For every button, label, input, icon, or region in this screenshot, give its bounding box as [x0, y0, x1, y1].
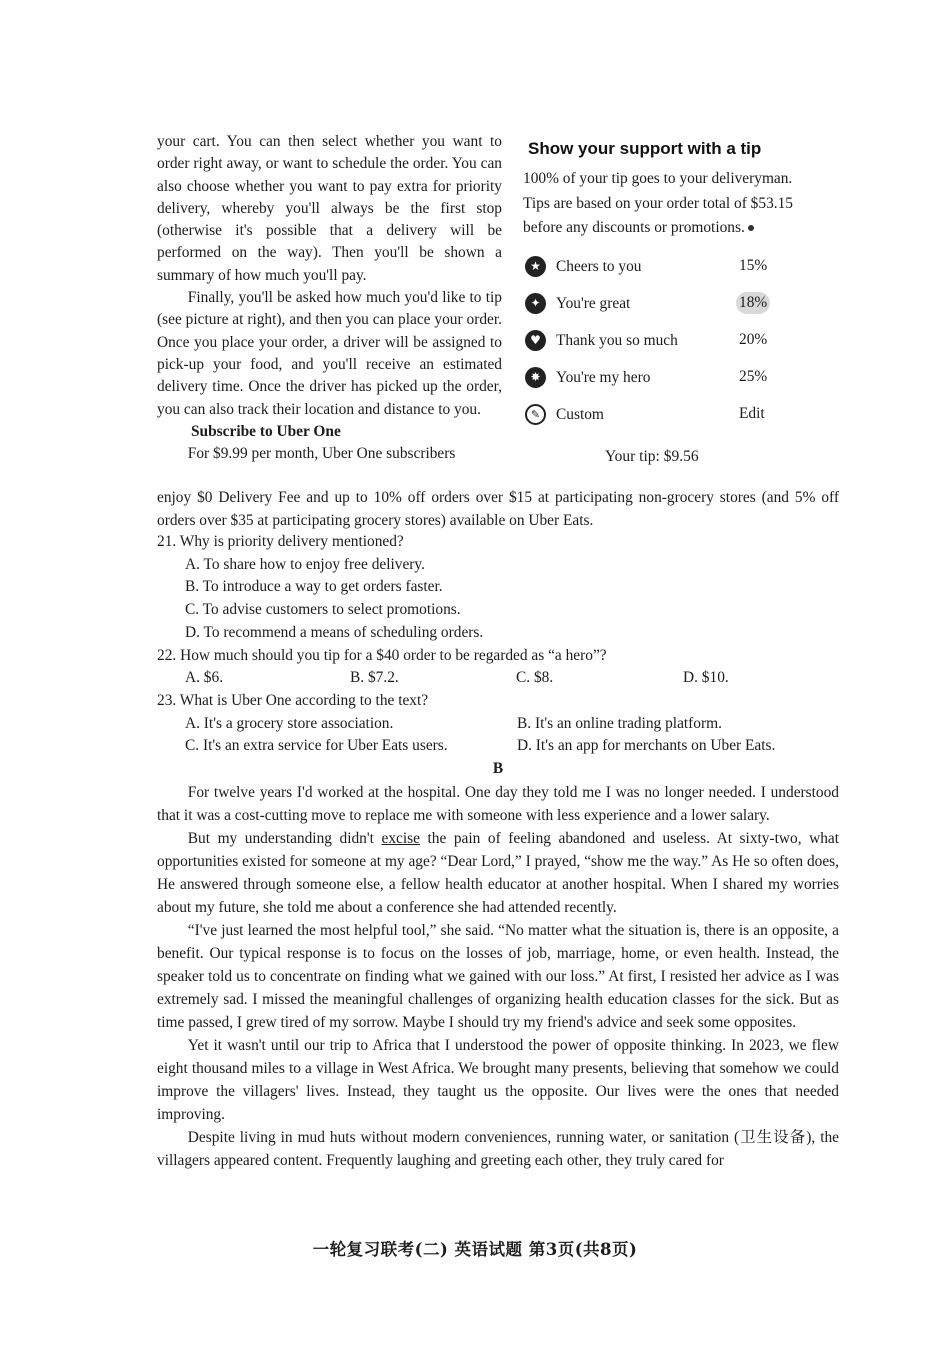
section-label: B	[492, 760, 504, 778]
answer-option: C. It's an extra service for Uber Eats users.	[185, 737, 448, 755]
tip-option[interactable]	[521, 251, 821, 288]
thumb-icon: ✦	[525, 293, 546, 314]
underlined-word: excise	[381, 830, 420, 847]
paragraph: your cart. You can then select whether you want to order right away, or want to schedule the order. You can also choose whether you want to pay extra for priority delivery, whereby you'll always be the first stop (otherwise it's possible that a delivery will be performed on the way). Then you'll be shown a summary of how much you'll pay.	[157, 133, 502, 284]
questions-block	[157, 531, 839, 781]
answer-options-row	[185, 713, 839, 736]
section-subheading: Subscribe to Uber One	[191, 422, 341, 440]
tip-option[interactable]	[521, 288, 821, 325]
answer-option: B. It's an online trading platform.	[517, 714, 722, 732]
question-stem: 22. How much should you tip for a $40 order to be regarded as “a hero”?	[157, 646, 607, 664]
paragraph: For $9.99 per month, Uber One subscribers	[187, 445, 456, 463]
heart-icon: ♥	[525, 330, 546, 351]
answer-option: A. It's a grocery store association.	[185, 714, 394, 732]
paragraph: Finally, you'll be asked how much you'd like to tip (see picture at right), and then you can place your order. Once you place your order, a driver will be assigned to pick-up your food, and you'll receive an estimated delivery time. Once the driver has picked up the order, you can also track their location and distance to you.	[157, 289, 502, 418]
paragraph: Despite living in mud huts without modern conveniences, running water, or sanitation (卫生设备), the villagers appeared content. Frequently laughing and greeting each other, they truly cared for	[157, 1129, 839, 1169]
text-run: the pain of feeling abandoned and useless. At sixty-two, what opportunities existed for someone at my age? “Dear Lord,” I prayed, “show me the way.” As He so often does, He answered through someone else, a fellow health educator at another hospital. When I shared my worries about my future, she told me about a conference she had attended recently.	[157, 830, 839, 916]
paragraph: “I've just learned the most helpful tool,” she said. “No matter what the situation is, there is an opposite, a benefit. Our typical response is to focus on the losses of job, marriage, home, or even health. Instead, the speaker told us to concentrate on finding what we gained with our loss.” At first, I resisted her advice as I was extremely sad. I missed the meaningful challenges of organizing health education classes for the sick. But as time passed, I grew tired of my sorrow. Maybe I should try my friend's advice and seek some opposites.	[157, 922, 839, 1031]
answer-option: A. $6.	[185, 669, 224, 687]
paragraph: For twelve years I'd worked at the hospital. One day they told me I was no longer needed. I understood that it was a cost-cutting move to replace me with someone with less experience and a lower salary.	[157, 784, 839, 824]
paragraph: Yet it wasn't until our trip to Africa that I understood the power of opposite thinking. In 2023, we flew eight thousand miles to a village in West Africa. We brought many presents, believing that somehow we could improve the villagers' lives. Instead, they taught us the opposite. Our lives were the ones that needed improving.	[157, 1037, 839, 1123]
paragraph	[157, 827, 839, 919]
edit-button[interactable]: Edit	[739, 404, 765, 422]
star-icon: ★	[525, 256, 546, 277]
paragraph-continued	[157, 486, 839, 532]
tip-option[interactable]	[521, 362, 821, 399]
tip-title: Show your support with a tip	[528, 139, 762, 158]
answer-options-row	[185, 667, 839, 690]
tip-card-image	[521, 135, 821, 465]
tip-option-value: 20%	[739, 330, 768, 348]
tip-option-label: Thank you so much	[556, 331, 678, 349]
tip-option[interactable]	[521, 399, 821, 436]
tip-option-value: 25%	[739, 367, 768, 385]
paragraph: enjoy $0 Delivery Fee and up to 10% off orders over $15 at participating non-grocery stores (and 5% off orders over $35 at participating grocery stores) available on Uber Eats.	[157, 489, 839, 529]
answer-option: B. $7.2.	[350, 669, 399, 687]
answer-option: D. To recommend a means of scheduling orders.	[185, 623, 484, 641]
answer-option: D. $10.	[683, 669, 729, 687]
hero-icon: ✸	[525, 367, 546, 388]
tip-total: Your tip: $9.56	[605, 448, 699, 465]
page-footer: 一轮复习联考(二) 英语试题 第3页(共8页)	[312, 1240, 638, 1259]
answer-option: B. To introduce a way to get orders faster.	[185, 578, 443, 596]
answer-option: C. $8.	[516, 669, 554, 687]
tip-description	[523, 167, 821, 241]
answer-option: A. To share how to enjoy free delivery.	[185, 555, 425, 573]
custom-icon: ✎	[525, 404, 546, 425]
tip-description-text: 100% of your tip goes to your deliveryman. Tips are based on your order total of $53.15 before any discounts or promotions.	[523, 170, 794, 236]
question-stem: 23. What is Uber One according to the text?	[157, 691, 429, 709]
answer-option: C. To advise customers to select promotions.	[185, 601, 461, 619]
tip-option-label: Cheers to you	[556, 257, 642, 275]
left-column	[157, 131, 502, 465]
tip-option-value-selected: 18%	[736, 292, 770, 314]
question-stem: 21. Why is priority delivery mentioned?	[157, 533, 404, 550]
answer-option: D. It's an app for merchants on Uber Eats.	[517, 737, 776, 755]
passage-b	[157, 781, 839, 1172]
tip-option-label: You're great	[556, 294, 631, 312]
answer-options-row	[185, 735, 839, 758]
text-run: But my understanding didn't	[187, 830, 382, 847]
info-icon	[748, 225, 754, 231]
tip-option[interactable]	[521, 325, 821, 362]
tip-option-label: You're my hero	[556, 368, 651, 386]
tip-option-label: Custom	[556, 405, 604, 423]
tip-option-value: 15%	[739, 256, 768, 274]
